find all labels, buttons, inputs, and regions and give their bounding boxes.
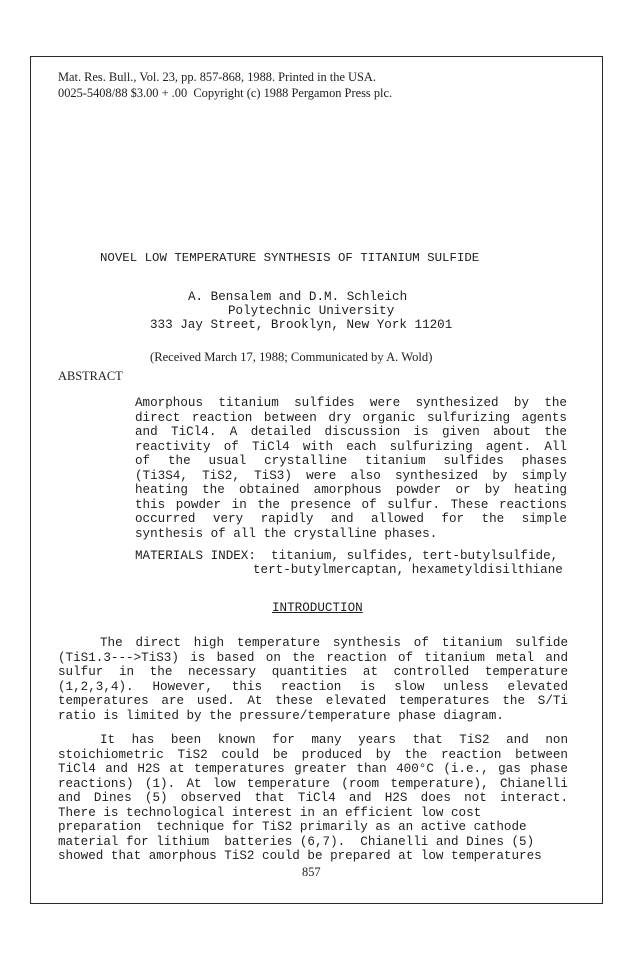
paragraph-line: preparation technique for TiS2 primarily as an active cathode bbox=[58, 820, 527, 834]
paragraph-line: material for lithium batteries (6,7). Chianelli and Dines (5) bbox=[58, 834, 535, 849]
paragraph-line: It has been known for many years that TiS2 and non bbox=[100, 733, 568, 747]
abstract-line: Amorphous titanium sulfides were synthesized by the bbox=[135, 396, 567, 410]
authors: A. Bensalem and D.M. Schleich bbox=[188, 290, 408, 304]
paragraph-line: stoichiometric TiS2 could be produced by the reaction between bbox=[58, 747, 568, 762]
paragraph-line: TiCl4 and H2S at temperatures greater than 400°C (i.e., gas phase bbox=[58, 762, 568, 776]
received-note: (Received March 17, 1988; Communicated by A. Wold) bbox=[150, 350, 433, 364]
copyright-line: 0025-5408/88 $3.00 + .00 Copyright (c) 1988 Pergamon Press plc. bbox=[58, 86, 393, 100]
paragraph-line: sulfur in the necessary quantities at controlled temperature bbox=[58, 665, 568, 679]
affiliation-address: 333 Jay Street, Brooklyn, New York 11201 bbox=[150, 318, 453, 332]
abstract-line: this powder in the presence of sulfur. These reactions bbox=[135, 497, 567, 512]
abstract-line: synthesis of all the crystalline phases. bbox=[135, 526, 438, 541]
paragraph-line: showed that amorphous TiS2 could be prepared at low temperatures bbox=[58, 849, 542, 863]
paragraph-line: The direct high temperature synthesis of titanium sulfide bbox=[100, 636, 568, 650]
abstract-heading: ABSTRACT bbox=[58, 369, 123, 383]
paragraph-line: reactions) (1). At low temperature (room temperature), Chianelli bbox=[58, 776, 568, 791]
paragraph-line: and Dines (5) observed that TiCl4 and H2S does not interact. bbox=[58, 791, 568, 805]
abstract-line: of the usual crystalline titanium sulfides phases bbox=[135, 454, 567, 468]
materials-index-continued: tert-butylmercaptan, hexametyldisilthiane bbox=[253, 563, 563, 577]
paper-title: NOVEL LOW TEMPERATURE SYNTHESIS OF TITANIUM SULFIDE bbox=[100, 251, 480, 265]
journal-citation: Mat. Res. Bull., Vol. 23, pp. 857-868, 1988. Printed in the USA. bbox=[58, 70, 376, 84]
page-number: 857 bbox=[302, 865, 321, 879]
abstract-line: and TiCl4. A detailed discussion is given about the bbox=[135, 425, 567, 439]
abstract-line: (Ti3S4, TiS2, TiS3) were also synthesized by simply bbox=[135, 468, 567, 483]
abstract-line: reactivity of TiCl4 with each sulfurizing agent. All bbox=[135, 439, 567, 454]
abstract-line: occurred very rapidly and allowed for the simple bbox=[135, 512, 567, 526]
affiliation-institution: Polytechnic University bbox=[228, 304, 395, 318]
paragraph-line: (1,2,3,4). However, this reaction is slow unless elevated bbox=[58, 679, 568, 694]
paragraph-line: There is technological interest in an efficient low cost bbox=[58, 805, 482, 820]
section-heading-introduction: INTRODUCTION bbox=[272, 601, 363, 615]
paragraph-line: (TiS1.3--->TiS3) is based on the reaction of titanium metal and bbox=[58, 650, 568, 665]
abstract-line: heating the obtained amorphous powder or by heating bbox=[135, 483, 567, 497]
abstract-line: direct reaction between dry organic sulfurizing agents bbox=[135, 410, 567, 425]
materials-index: MATERIALS INDEX: titanium, sulfides, tert-butylsulfide, bbox=[135, 549, 559, 563]
paragraph-line: ratio is limited by the pressure/temperature phase diagram. bbox=[58, 708, 504, 723]
paragraph-line: temperatures are used. At these elevated temperatures the S/Ti bbox=[58, 694, 568, 708]
